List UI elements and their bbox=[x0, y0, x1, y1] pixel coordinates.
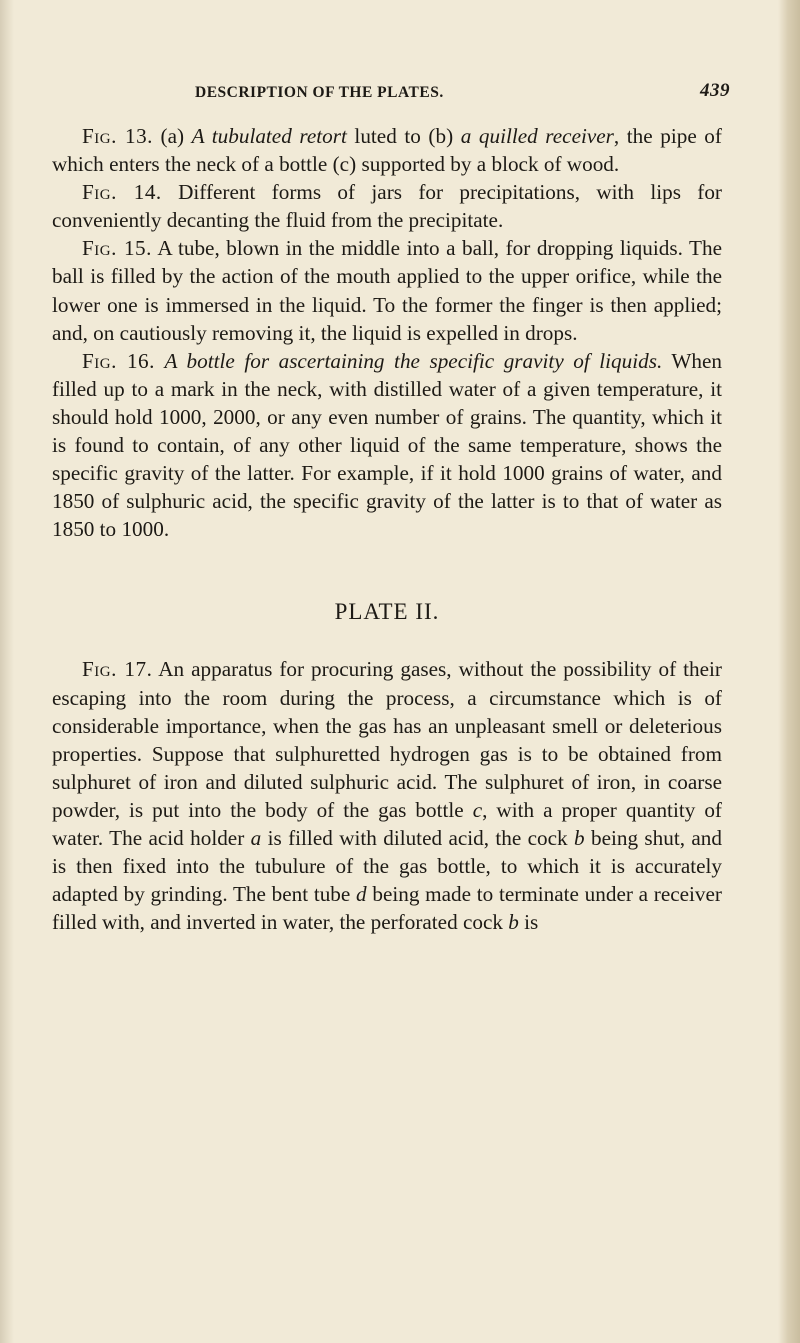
fig-letter: b bbox=[574, 825, 585, 850]
fig-label: Fig. 17. bbox=[82, 657, 153, 682]
fig-14-paragraph bbox=[52, 178, 722, 234]
fig-text: , the pipe of which enters the neck of a bottle (c) supported by a block of wood. bbox=[52, 124, 722, 177]
fig-letter: c bbox=[472, 797, 483, 822]
fig-text: (a) bbox=[160, 124, 192, 148]
fig-text: is bbox=[518, 910, 539, 935]
fig-caption: A tubulated retort bbox=[191, 124, 347, 148]
fig-15-paragraph bbox=[52, 234, 722, 346]
running-head: DESCRIPTION OF THE PLATES. bbox=[195, 84, 444, 101]
fig-text: An apparatus for procuring gases, without the possibility of their escaping into the room during the process, a circumstance which is of considerable importance, when the gas has an unpleasant smell or deleterious properties. Suppose that sulphuretted hydrogen gas is to be obtained from sulphuret of iron and diluted sulphuric acid. The sulphuret of iron, in coarse powder, is put into the body of the gas bottle bbox=[52, 657, 722, 822]
page-left-edge bbox=[0, 0, 14, 1343]
fig-letter: d bbox=[356, 882, 367, 907]
fig-caption: A bottle for ascertaining the specific gravity of liquids. bbox=[164, 348, 663, 373]
plate-heading: PLATE II. bbox=[334, 599, 440, 625]
fig-text: A tube, blown in the middle into a ball, for dropping liquids. The ball is filled by the action of the mouth applied to the upper orifice, while the lower one is immersed in the liquid. To the former the finger is then applied; and, on cautiously removing it, the liquid is expelled in drops. bbox=[52, 236, 722, 345]
page-right-edge bbox=[778, 0, 800, 1343]
fig-letter: a bbox=[250, 825, 262, 850]
fig-text: being made to terminate under a receiver filled with, and inverted in water, the perforated cock bbox=[52, 882, 722, 935]
fig-13-paragraph bbox=[52, 122, 722, 178]
fig-text: luted to (b) bbox=[346, 124, 461, 148]
fig-text: , with a proper quantity of water. The acid holder bbox=[52, 797, 722, 850]
fig-text: Different forms of jars for precipitations, with lips for conveniently decanting the fluid from the precipitate. bbox=[52, 180, 722, 233]
fig-label: Fig. 13. bbox=[82, 124, 153, 148]
fig-caption: a quilled receiver bbox=[460, 124, 614, 148]
fig-text: When filled up to a mark in the neck, with distilled water of a given temperature, it should hold 1000, 2000, or any even number of grains. The quantity, which it is found to contain, of any other liquid of the same temperature, shows the specific gravity of the latter. For example, if it hold 1000 grains of water, and 1850 of sulphuric acid, the specific gravity of the latter is to that of water as 1850 to 1000. bbox=[52, 348, 722, 542]
fig-label: Fig. 15. bbox=[82, 236, 152, 261]
fig-letter: b bbox=[508, 910, 519, 935]
page-header bbox=[52, 78, 730, 122]
fig-17-paragraph bbox=[52, 655, 722, 936]
fig-label: Fig. 16. bbox=[82, 348, 155, 373]
fig-text: being shut, and is then fixed into the tubulure of the gas bottle, to which it is accurately adapted by grinding. The bent tube bbox=[52, 825, 722, 907]
fig-text: is filled with diluted acid, the cock bbox=[261, 825, 575, 850]
book-page bbox=[52, 78, 730, 936]
fig-label: Fig. 14. bbox=[82, 180, 162, 205]
page-number: 439 bbox=[700, 80, 730, 101]
fig-16-paragraph bbox=[52, 347, 722, 544]
